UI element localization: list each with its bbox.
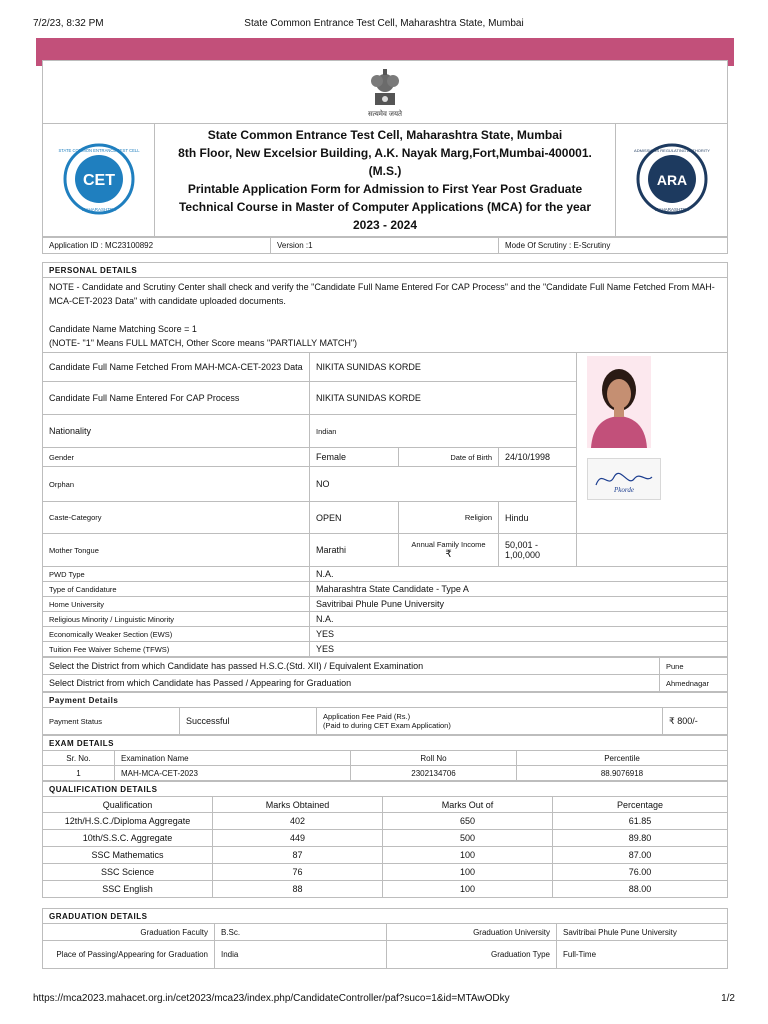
exam-details-table bbox=[42, 735, 728, 781]
table-row: SSC English 88 100 88.00 bbox=[43, 881, 728, 898]
candidate-signature bbox=[587, 458, 661, 500]
print-header bbox=[33, 18, 735, 32]
print-page-number: 1/2 bbox=[721, 993, 735, 1004]
grad-faculty-label: Graduation Faculty bbox=[43, 924, 215, 941]
print-datetime: 7/2/23, 8:32 PM bbox=[33, 18, 104, 29]
svg-text:CET: CET bbox=[82, 172, 115, 189]
name-cap-label: Candidate Full Name Entered For CAP Process bbox=[43, 382, 310, 415]
print-url: https://mca2023.mahacet.org.in/cet2023/mca23/index.php/CandidateController/paf?suco=1&id=MTAwODky bbox=[33, 993, 510, 1004]
orphan-label: Orphan bbox=[43, 467, 310, 502]
qualification-title: QUALIFICATION DETAILS bbox=[43, 782, 728, 797]
graduation-title: GRADUATION DETAILS bbox=[43, 909, 728, 924]
note-line-1: NOTE - Candidate and Scrutiny Center shall check and verify the "Candidate Full Name Entered For CAP Process" and the "Candidate Full Name Fetched From MAH-MCA-CET-2023 Data" with candidate uploaded documents. bbox=[49, 282, 715, 306]
income-label-cell bbox=[399, 534, 499, 567]
income-label: Annual Family Income bbox=[411, 540, 486, 549]
table-row bbox=[43, 766, 728, 781]
tfws-label: Tuition Fee Waiver Scheme (TFWS) bbox=[43, 642, 310, 657]
svg-text:MAHARASHTRA: MAHARASHTRA bbox=[654, 207, 689, 212]
minority-value: N.A. bbox=[310, 612, 728, 627]
cet-logo-icon bbox=[57, 143, 140, 215]
name-cap-value: NIKITA SUNIDAS KORDE bbox=[310, 382, 577, 415]
personal-details-table bbox=[42, 262, 728, 657]
exam-roll: 2302134706 bbox=[351, 766, 517, 781]
district-table bbox=[42, 657, 728, 692]
orphan-value: NO bbox=[310, 467, 577, 502]
home-university-value: Savitribai Phule Pune University bbox=[310, 597, 728, 612]
religion-label: Religion bbox=[399, 502, 499, 534]
svg-text:STATE COMMON ENTRANCE TEST CEL: STATE COMMON ENTRANCE TEST CELL bbox=[57, 148, 140, 153]
payment-title: Payment Details bbox=[43, 693, 728, 708]
minority-label: Religious Minority / Linguistic Minority bbox=[43, 612, 310, 627]
col-percentage: Percentage bbox=[553, 797, 728, 813]
caste-label: Caste-Category bbox=[43, 502, 310, 534]
payment-status-value: Successful bbox=[180, 708, 317, 735]
ara-logo-icon bbox=[633, 143, 710, 215]
exam-percentile: 88.9076918 bbox=[517, 766, 728, 781]
dob-value: 24/10/1998 bbox=[499, 448, 577, 467]
mother-tongue-value: Marathi bbox=[310, 534, 399, 567]
qualification-table bbox=[42, 781, 728, 898]
svg-text:ARA: ARA bbox=[656, 172, 687, 188]
ews-value: YES bbox=[310, 627, 728, 642]
col-percentile: Percentile bbox=[517, 751, 728, 766]
title-line-2: 8th Floor, New Excelsior Building, A.K. Nayak Marg,Fort,Mumbai-400001. bbox=[178, 146, 592, 160]
title-line-5: Technical Course in Master of Computer Applications (MCA) for the year bbox=[178, 200, 592, 214]
grad-faculty-value: B.Sc. bbox=[215, 924, 387, 941]
col-roll-no: Roll No bbox=[351, 751, 517, 766]
home-university-label: Home University bbox=[43, 597, 310, 612]
pwd-label: PWD Type bbox=[43, 567, 310, 582]
pwd-value: N.A. bbox=[310, 567, 728, 582]
fee-value: ₹ 800/- bbox=[663, 708, 728, 735]
version: Version :1 bbox=[271, 238, 499, 254]
emblem-caption: सत्यमेव जयते bbox=[367, 111, 403, 118]
graduation-table bbox=[42, 908, 728, 969]
ara-seal-cell bbox=[616, 124, 728, 237]
rupee-icon: ₹ bbox=[445, 549, 452, 560]
col-exam-name: Examination Name bbox=[115, 751, 351, 766]
note-line-3: (NOTE- "1" Means FULL MATCH, Other Score means "PARTIALLY MATCH") bbox=[49, 338, 358, 348]
form-title bbox=[155, 124, 616, 237]
emblem-box bbox=[42, 60, 728, 124]
hsc-district-value: Pune bbox=[660, 658, 728, 675]
title-line-3: (M.S.) bbox=[368, 164, 402, 178]
scrutiny-mode: Mode Of Scrutiny : E-Scrutiny bbox=[499, 238, 728, 254]
fee-sublabel: (Paid to during CET Exam Application) bbox=[323, 721, 451, 730]
name-fetched-value: NIKITA SUNIDAS KORDE bbox=[310, 353, 577, 382]
table-row: SSC Mathematics 87 100 87.00 bbox=[43, 847, 728, 864]
exam-sr: 1 bbox=[43, 766, 115, 781]
grad-university-value: Savitribai Phule Pune University bbox=[557, 924, 728, 941]
table-row: 10th/S.S.C. Aggregate 449 500 89.80 bbox=[43, 830, 728, 847]
print-page-title: State Common Entrance Test Cell, Maharashtra State, Mumbai bbox=[244, 18, 524, 29]
dob-label: Date of Birth bbox=[399, 448, 499, 467]
table-row: SSC Science 76 100 76.00 bbox=[43, 864, 728, 881]
table-row: 12th/H.S.C./Diploma Aggregate 402 650 61.85 bbox=[43, 813, 728, 830]
ews-label: Economically Weaker Section (EWS) bbox=[43, 627, 310, 642]
tfws-value: YES bbox=[310, 642, 728, 657]
payment-status-label: Payment Status bbox=[43, 708, 180, 735]
income-value: 50,001 - 1,00,000 bbox=[499, 534, 577, 567]
cet-seal-cell bbox=[43, 124, 155, 237]
mother-tongue-label: Mother Tongue bbox=[43, 534, 310, 567]
qualification-header-row bbox=[43, 797, 728, 813]
caste-value: OPEN bbox=[310, 502, 399, 534]
gender-label: Gender bbox=[43, 448, 310, 467]
grad-place-label: Place of Passing/Appearing for Graduation bbox=[43, 941, 215, 969]
nationality-value: Indian bbox=[310, 415, 577, 448]
payment-table bbox=[42, 692, 728, 735]
svg-text:ADMISSIONS REGULATING AUTHORIT: ADMISSIONS REGULATING AUTHORITY bbox=[633, 148, 710, 153]
hsc-district-label: Select the District from which Candidate has passed H.S.C.(Std. XII) / Equivalent Examination bbox=[43, 658, 660, 675]
grad-university-label: Graduation University bbox=[387, 924, 557, 941]
fee-label-cell bbox=[317, 708, 663, 735]
grad-district-value: Ahmednagar bbox=[660, 675, 728, 692]
svg-text:Pkorde: Pkorde bbox=[614, 486, 634, 494]
name-fetched-label: Candidate Full Name Fetched From MAH-MCA-CET-2023 Data bbox=[43, 353, 310, 382]
application-form bbox=[42, 60, 728, 990]
gender-value: Female bbox=[310, 448, 399, 467]
candidature-type-label: Type of Candidature bbox=[43, 582, 310, 597]
candidate-photo bbox=[587, 356, 651, 448]
exam-header-row bbox=[43, 751, 728, 766]
title-block bbox=[42, 124, 728, 237]
grad-type-label: Graduation Type bbox=[387, 941, 557, 969]
application-id: Application ID : MC23100892 bbox=[43, 238, 271, 254]
candidature-type-value: Maharashtra State Candidate - Type A bbox=[310, 582, 728, 597]
svg-text:MAHARASHTRA: MAHARASHTRA bbox=[81, 207, 116, 212]
col-qualification: Qualification bbox=[43, 797, 213, 813]
grad-place-value: India bbox=[215, 941, 387, 969]
col-marks-out-of: Marks Out of bbox=[383, 797, 553, 813]
name-verification-note bbox=[43, 278, 728, 353]
grad-district-label: Select District from which Candidate has Passed / Appearing for Graduation bbox=[43, 675, 660, 692]
exam-details-title: EXAM DETAILS bbox=[43, 736, 728, 751]
col-marks-obtained: Marks Obtained bbox=[213, 797, 383, 813]
title-line-1: State Common Entrance Test Cell, Maharashtra State, Mumbai bbox=[207, 128, 563, 142]
fee-label: Application Fee Paid (Rs.) bbox=[323, 712, 411, 721]
note-line-2: Candidate Name Matching Score = 1 bbox=[49, 324, 197, 334]
personal-details-title: PERSONAL DETAILS bbox=[43, 263, 728, 278]
photo-signature-cell bbox=[577, 353, 728, 534]
title-line-4: Printable Application Form for Admission to First Year Post Graduate bbox=[187, 182, 583, 196]
nationality-label: Nationality bbox=[43, 415, 310, 448]
title-line-6: 2023 - 2024 bbox=[352, 218, 418, 232]
exam-name: MAH-MCA-CET-2023 bbox=[115, 766, 351, 781]
meta-table bbox=[42, 237, 728, 254]
grad-type-value: Full-Time bbox=[557, 941, 728, 969]
religion-value: Hindu bbox=[499, 502, 577, 534]
national-emblem-icon bbox=[361, 63, 409, 121]
col-sr-no: Sr. No. bbox=[43, 751, 115, 766]
